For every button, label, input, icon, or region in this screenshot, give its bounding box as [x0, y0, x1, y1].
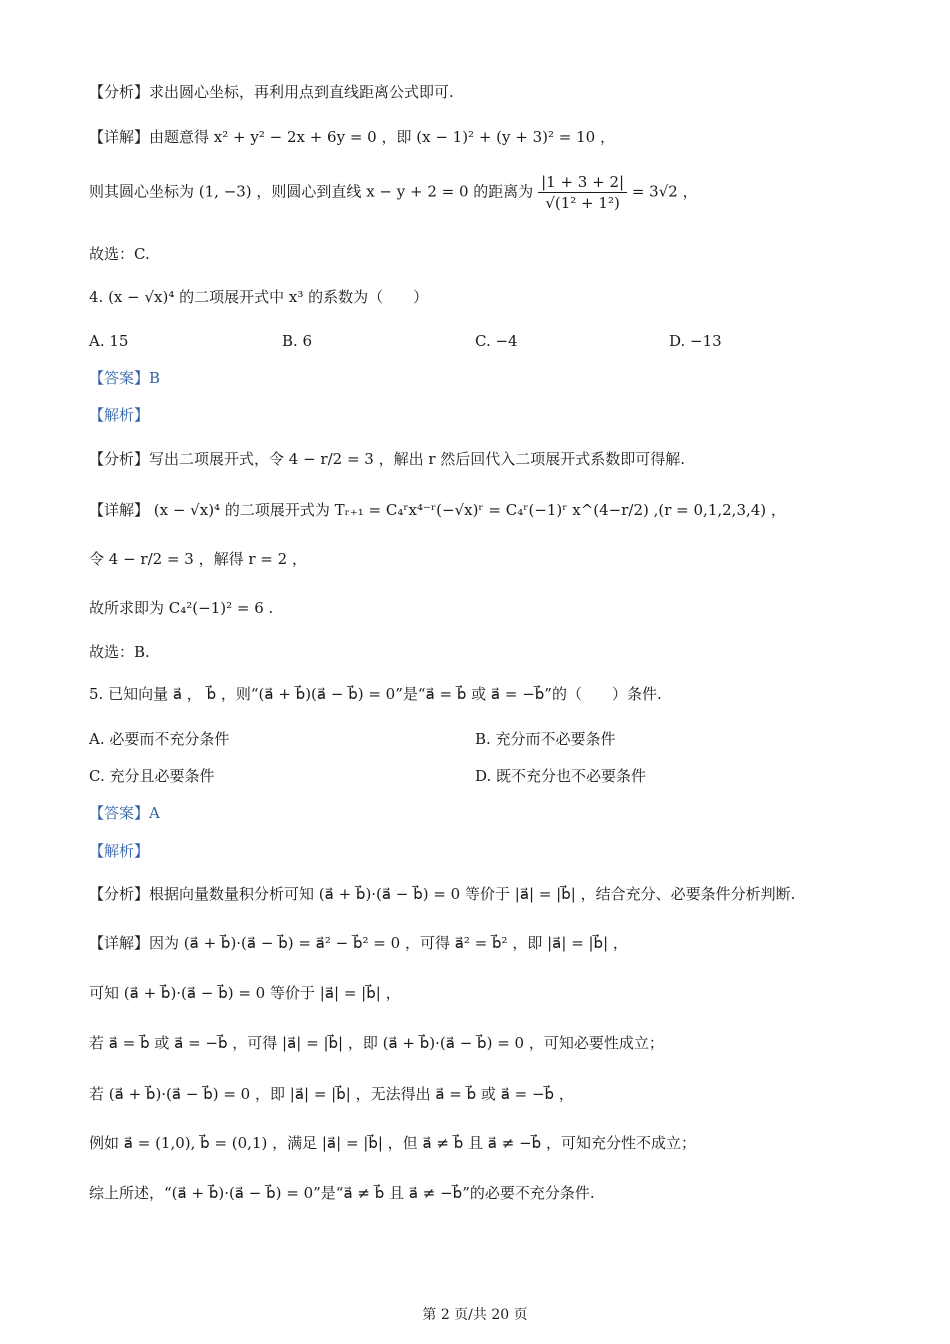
question-4: 4. (x − √x)⁴ 的二项展开式中 x³ 的系数为（ ） [89, 288, 429, 306]
q4-option-a: A. 15 [89, 332, 129, 350]
q5-detail-2: 可知 (a⃗ + b⃗)·(a⃗ − b⃗) = 0 等价于 |a⃗| = |b⃗| ， [89, 984, 401, 1002]
q4-choice: 故选：B. [89, 643, 150, 661]
q5-detail-3: 若 a⃗ = b⃗ 或 a⃗ = −b⃗ ，可得 |a⃗| = |b⃗| ，即 (a⃗ + b⃗)·(a⃗ − b⃗) = 0 ，可知必要性成立； [89, 1034, 664, 1052]
detail-line-q3-2-result: = 3√2 ， [631, 182, 698, 201]
q5-option-d: D. 既不充分也不必要条件 [475, 767, 647, 785]
q5-solution-heading: 【解析】 [89, 842, 150, 860]
q4-answer: 【答案】B [89, 369, 161, 387]
q5-detail-1: 【详解】因为 (a⃗ + b⃗)·(a⃗ − b⃗) = a⃗² − b⃗² = 0 ，可得 a⃗² = b⃗² ，即 |a⃗| = |b⃗| ， [89, 934, 628, 952]
q4-detail-1: 【详解】 (x − √x)⁴ 的二项展开式为 Tᵣ₊₁ = C₄ʳx⁴⁻ʳ(−√x)ʳ = C₄ʳ(−1)ʳ x^(4−r/2) ,(r = 0,1,2,3,4) ， [89, 501, 786, 519]
q5-detail-4: 若 (a⃗ + b⃗)·(a⃗ − b⃗) = 0 ，即 |a⃗| = |b⃗| ，无法得出 a⃗ = b⃗ 或 a⃗ = −b⃗ ， [89, 1085, 574, 1103]
q5-option-a: A. 必要而不充分条件 [89, 730, 230, 748]
distance-fraction [538, 172, 627, 213]
page-footer: 第 2 页/共 20 页 [422, 1307, 528, 1323]
q5-option-b: B. 充分而不必要条件 [475, 730, 616, 748]
q4-solution-heading: 【解析】 [89, 406, 150, 424]
q5-option-c: C. 充分且必要条件 [89, 767, 215, 785]
q5-detail-6: 综上所述，“(a⃗ + b⃗)·(a⃗ − b⃗) = 0”是“a⃗ ≠ b⃗ 且 a⃗ ≠ −b⃗”的必要不充分条件. [89, 1184, 595, 1202]
q4-detail-3: 故所求即为 C₄²(−1)² = 6 . [89, 599, 274, 617]
question-5: 5. 已知向量 a⃗ ， b⃗ ，则“(a⃗ + b⃗)(a⃗ − b⃗) = 0”是“a⃗ = b⃗ 或 a⃗ = −b⃗”的（ ）条件. [89, 685, 662, 703]
q5-analysis: 【分析】根据向量数量积分析可知 (a⃗ + b⃗)·(a⃗ − b⃗) = 0 等价于 |a⃗| = |b⃗| ，结合充分、必要条件分析判断. [89, 885, 796, 903]
q5-answer: 【答案】A [89, 804, 160, 822]
q4-detail-2: 令 4 − r/2 = 3 ，解得 r = 2 ， [89, 550, 307, 568]
analysis-line-q3: 【分析】求出圆心坐标，再利用点到直线距离公式即可. [89, 83, 454, 101]
q4-analysis: 【分析】写出二项展开式，令 4 − r/2 = 3 ，解出 r 然后回代入二项展开式系数即可得解. [89, 450, 686, 468]
q4-option-c: C. −4 [475, 332, 518, 350]
q4-option-d: D. −13 [669, 332, 722, 350]
q5-detail-5: 例如 a⃗ = (1,0), b⃗ = (0,1) ，满足 |a⃗| = |b⃗| ，但 a⃗ ≠ b⃗ 且 a⃗ ≠ −b⃗ ，可知充分性不成立； [89, 1134, 696, 1152]
detail-line-q3-1: 【详解】由题意得 x² + y² − 2x + 6y = 0 ，即 (x − 1)² + (y + 3)² = 10 ， [89, 128, 615, 146]
fraction-numerator: |1 + 3 + 2| [538, 172, 627, 193]
choice-line-q3: 故选：C. [89, 245, 150, 263]
q4-option-b: B. 6 [282, 332, 313, 350]
fraction-denominator: √(1² + 1²) [545, 194, 620, 212]
detail-line-q3-2-text: 则其圆心坐标为 (1, −3) ，则圆心到直线 x − y + 2 = 0 的距离为 [89, 182, 534, 201]
detail-line-q3-2 [89, 172, 698, 213]
